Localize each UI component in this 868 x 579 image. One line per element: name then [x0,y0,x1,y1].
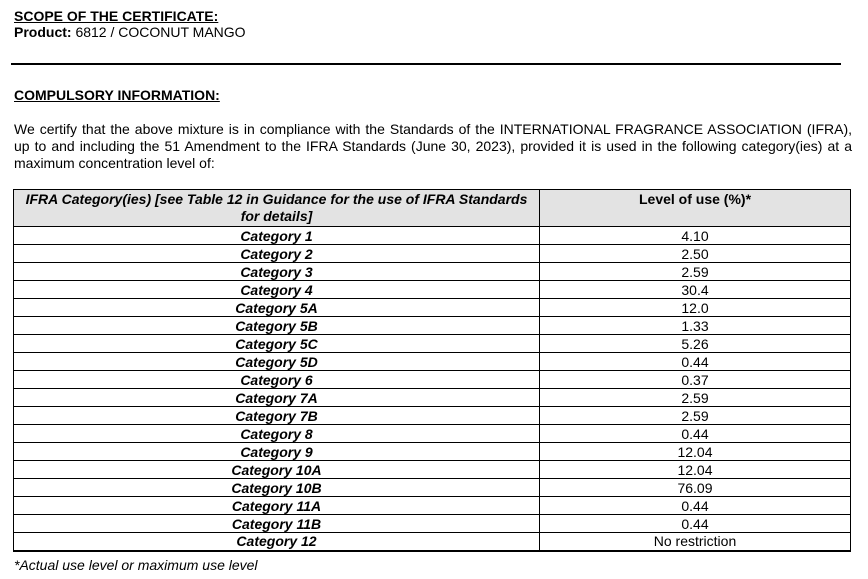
table-row [14,281,851,299]
level-cell: 2.59 [540,407,851,425]
compliance-paragraph: We certify that the above mixture is in compliance with the Standards of the INTERNATIONAL FRAGRANCE ASSOCIATION (IFRA), up to and including the 51 Amendment to the IFRA Standards (June 30, 2023), provided it is used in the following category(ies) at a maximum concentration level of: [14,121,852,171]
level-cell: 0.37 [540,371,851,389]
table-row [14,479,851,497]
table-row [14,533,851,551]
category-cell: Category 5A [14,299,540,317]
table-row [14,353,851,371]
product-value: 6812 / COCONUT MANGO [71,24,246,40]
level-cell: No restriction [540,533,851,551]
ifra-category-table [13,189,851,552]
level-cell: 0.44 [540,497,851,515]
level-cell: 2.59 [540,389,851,407]
table-row [14,299,851,317]
category-cell: Category 7B [14,407,540,425]
level-cell: 12.04 [540,461,851,479]
table-header-row [14,190,851,227]
scope-section [14,8,246,40]
table-row [14,317,851,335]
level-cell: 12.04 [540,443,851,461]
category-cell: Category 12 [14,533,540,551]
level-cell: 2.50 [540,245,851,263]
product-label: Product: [14,24,72,40]
table-row [14,371,851,389]
category-cell: Category 5D [14,353,540,371]
horizontal-divider [11,63,841,65]
level-cell: 76.09 [540,479,851,497]
table-row [14,515,851,533]
level-cell: 0.44 [540,515,851,533]
level-cell: 30.4 [540,281,851,299]
category-cell: Category 1 [14,227,540,245]
category-cell: Category 2 [14,245,540,263]
category-cell: Category 7A [14,389,540,407]
product-line [14,24,246,40]
table-row [14,443,851,461]
category-cell: Category 3 [14,263,540,281]
level-cell: 2.59 [540,263,851,281]
category-cell: Category 6 [14,371,540,389]
category-cell: Category 5C [14,335,540,353]
table-body [14,227,851,551]
table-row [14,497,851,515]
level-cell: 0.44 [540,425,851,443]
table-row [14,407,851,425]
compulsory-heading: COMPULSORY INFORMATION: [14,87,220,103]
scope-heading: SCOPE OF THE CERTIFICATE: [14,8,219,24]
category-cell: Category 11A [14,497,540,515]
table-row [14,263,851,281]
category-cell: Category 4 [14,281,540,299]
level-cell: 5.26 [540,335,851,353]
category-cell: Category 9 [14,443,540,461]
table-row [14,245,851,263]
category-cell: Category 5B [14,317,540,335]
table-row [14,389,851,407]
header-category: IFRA Category(ies) [see Table 12 in Guidance for the use of IFRA Standards for details] [14,190,540,227]
header-level: Level of use (%)* [540,190,851,227]
table-row [14,461,851,479]
level-cell: 0.44 [540,353,851,371]
footnote: *Actual use level or maximum use level [14,557,258,573]
level-cell: 4.10 [540,227,851,245]
category-cell: Category 8 [14,425,540,443]
level-cell: 1.33 [540,317,851,335]
category-cell: Category 10B [14,479,540,497]
table-row [14,227,851,245]
table-row [14,425,851,443]
table-row [14,335,851,353]
category-cell: Category 11B [14,515,540,533]
category-cell: Category 10A [14,461,540,479]
level-cell: 12.0 [540,299,851,317]
